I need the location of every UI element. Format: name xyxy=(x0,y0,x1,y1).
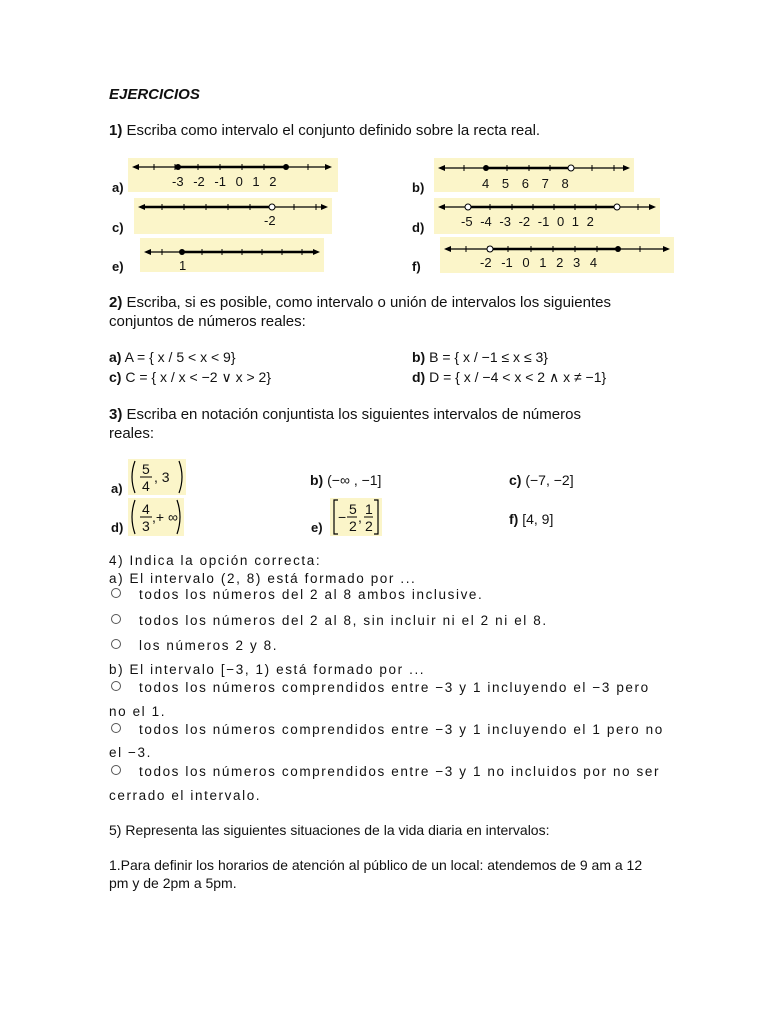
q1-label-d: d) xyxy=(412,220,425,235)
question-3 xyxy=(109,405,581,443)
question-4a-prompt: a) El intervalo (2, 8) está formado por ... xyxy=(109,571,417,586)
question-1-text: Escriba como intervalo el conjunto definido sobre la recta real. xyxy=(126,122,541,139)
q4b-option-3[interactable]: todos los números comprendidos entre −3 y 1 no incluidos por no ser xyxy=(111,764,660,779)
question-2-text-2: conjuntos de números reales: xyxy=(109,313,306,330)
number-line-c xyxy=(134,198,332,234)
q4b-option-2[interactable]: todos los números comprendidos entre −3 y 1 incluyendo el 1 pero no xyxy=(111,722,664,737)
radio-icon[interactable] xyxy=(111,588,121,598)
question-3-text-1: Escriba en notación conjuntista los siguientes intervalos de números xyxy=(126,406,581,423)
q4a-option-1[interactable]: todos los números del 2 al 8 ambos inclusive. xyxy=(111,587,483,602)
radio-icon[interactable] xyxy=(111,614,121,624)
q3-interval-a: 5 4 , 3 xyxy=(128,459,186,495)
number-line-a xyxy=(128,158,338,192)
q4b-option-1[interactable]: todos los números comprendidos entre −3 y 1 incluyendo el −3 pero xyxy=(111,680,650,695)
question-5-item-1-line-1: 1.Para definir los horarios de atención al público de un local: atendemos de 9 am a 12 xyxy=(109,857,643,873)
q3-interval-e: − 5 2 , 1 2 xyxy=(330,498,382,536)
q2-item-b: b) B = { x / −1 ≤ x ≤ 3} xyxy=(412,349,548,365)
question-5-item-1-line-2: pm y de 2pm a 5pm. xyxy=(109,875,237,891)
number-line-b xyxy=(434,158,634,192)
question-4-heading: 4) Indica la opción correcta: xyxy=(109,553,322,568)
radio-icon[interactable] xyxy=(111,723,121,733)
q3-item-c: c) (−7, −2] xyxy=(509,472,574,488)
number-line-a-ticks: -3 -2 -1 0 1 2 xyxy=(172,174,277,189)
q3-interval-d: 4 3 ,+ ∞ xyxy=(128,498,184,536)
question-4b-prompt: b) El intervalo [−3, 1) está formado por ... xyxy=(109,662,426,677)
radio-icon[interactable] xyxy=(111,765,121,775)
q1-label-c: c) xyxy=(112,220,124,235)
q2-item-c: c) C = { x / x < −2 ∨ x > 2} xyxy=(109,369,272,385)
number-line-f xyxy=(440,237,674,273)
page-title: EJERCICIOS xyxy=(109,86,200,103)
q1-label-b: b) xyxy=(412,180,425,195)
number-line-f-ticks: -2 -1 0 1 2 3 4 xyxy=(480,255,598,270)
question-5: 5) Representa las siguientes situaciones de la vida diaria en intervalos: xyxy=(109,822,550,838)
q2-item-d: d) D = { x / −4 < x < 2 ∧ x ≠ −1} xyxy=(412,369,607,385)
q2-item-a: a) A = { x / 5 < x < 9} xyxy=(109,349,236,365)
question-2 xyxy=(109,293,611,331)
number-line-e-ticks: 1 xyxy=(179,258,187,273)
q1-label-e: e) xyxy=(112,259,124,274)
number-line-c-ticks: -2 xyxy=(264,213,276,228)
question-2-number: 2) xyxy=(109,294,123,311)
question-1 xyxy=(109,122,540,139)
number-line-b-ticks: 4 5 6 7 8 xyxy=(482,176,569,191)
q4b-option-1-cont: no el 1. xyxy=(109,704,167,719)
q4b-option-2-cont: el −3. xyxy=(109,745,153,760)
radio-icon[interactable] xyxy=(111,681,121,691)
q1-label-f: f) xyxy=(412,259,421,274)
number-line-e xyxy=(140,238,324,272)
question-3-number: 3) xyxy=(109,406,123,423)
radio-icon[interactable] xyxy=(111,639,121,649)
q3-item-f: f) [4, 9] xyxy=(509,511,554,527)
q1-label-a: a) xyxy=(112,180,124,195)
number-line-d xyxy=(434,198,660,234)
q4b-option-3-cont: cerrado el intervalo. xyxy=(109,788,262,803)
q3-item-b: b) (−∞ , −1] xyxy=(310,472,382,488)
number-line-d-ticks: -5 -4 -3 -2 -1 0 1 2 xyxy=(461,214,594,229)
q4a-option-2[interactable]: todos los números del 2 al 8, sin incluir ni el 2 ni el 8. xyxy=(111,613,548,628)
question-1-number: 1) xyxy=(109,122,123,139)
q3-label-a: a) xyxy=(111,481,123,496)
question-3-text-2: reales: xyxy=(109,425,155,442)
q3-label-e: e) xyxy=(311,520,323,535)
q3-label-d: d) xyxy=(111,520,124,535)
q4a-option-3[interactable]: los números 2 y 8. xyxy=(111,638,278,653)
question-2-text-1: Escriba, si es posible, como intervalo o unión de intervalos los siguientes xyxy=(126,294,611,311)
